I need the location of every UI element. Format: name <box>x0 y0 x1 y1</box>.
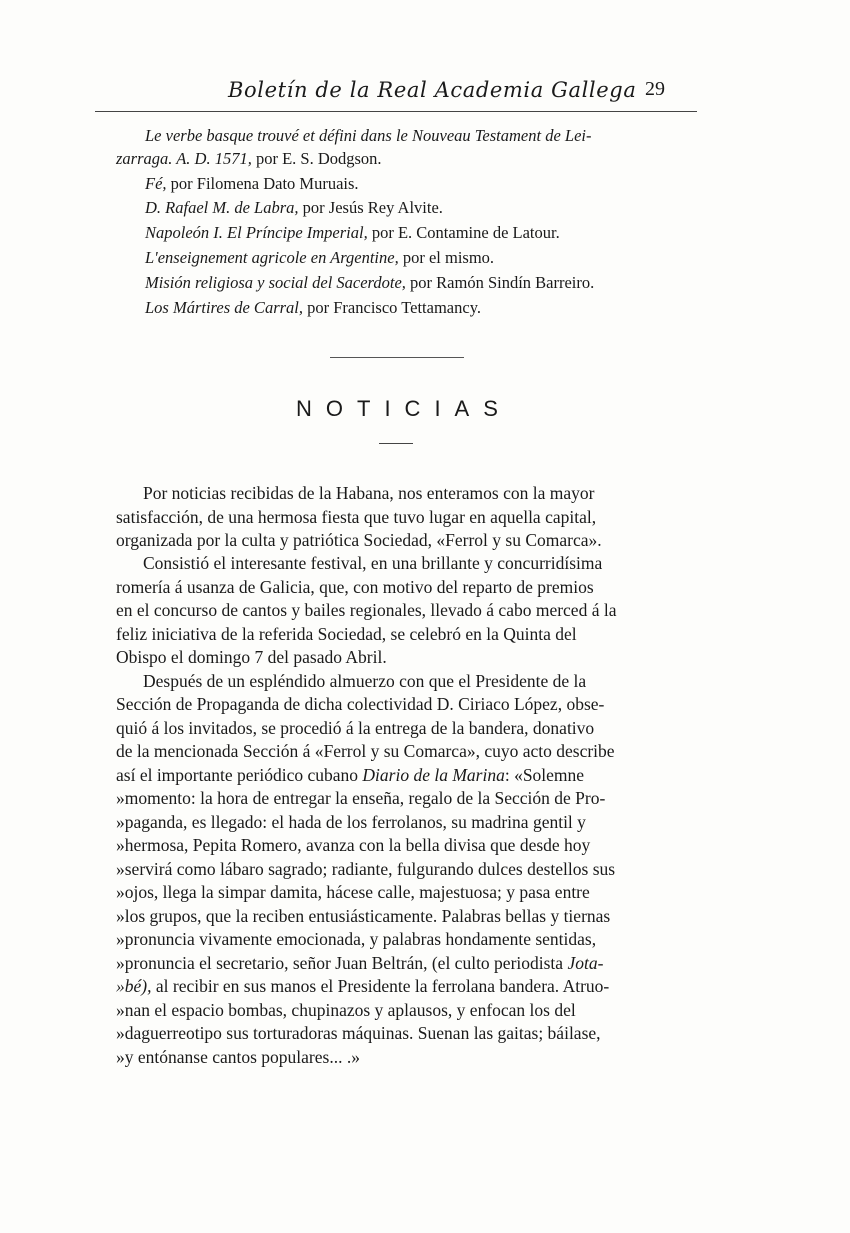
publication-entry <box>145 246 494 270</box>
publication-author: por Filomena Dato Muruais. <box>170 174 359 193</box>
publication-author: por Francisco Tettamancy. <box>307 298 481 317</box>
publication-entry <box>145 271 594 295</box>
publication-entry <box>145 124 591 148</box>
newspaper-title: Diario de la Marina <box>362 765 505 785</box>
text-run: al recibir en sus manos el Presidente la ferrolana bandera. Atruo- <box>155 976 610 996</box>
publication-title: Misión religiosa y social del Sacerdote, <box>145 273 406 292</box>
text-line: »hermosa, Pepita Romero, avanza con la bella divisa que desde hoy <box>116 835 591 855</box>
text-line: quió á los invitados, se procedió á la entrega de la bandera, donativo <box>116 718 595 738</box>
publication-author: por Jesús Rey Alvite. <box>302 198 443 217</box>
text-line: en el concurso de cantos y bailes regionales, llevado á cabo merced á la <box>116 600 617 620</box>
header-rule <box>95 111 697 112</box>
text-line: Obispo el domingo 7 del pasado Abril. <box>116 647 387 667</box>
text-line: Por noticias recibidas de la Habana, nos enteramos con la mayor <box>143 483 595 503</box>
text-line <box>116 952 603 975</box>
publication-entry-continued <box>116 147 382 171</box>
publication-entry <box>145 296 481 320</box>
publication-author: por el mismo. <box>402 248 495 267</box>
publication-author: por E. S. Dodgson. <box>255 149 382 168</box>
publication-entry <box>145 196 443 220</box>
publication-title: D. Rafael M. de Labra, <box>145 198 299 217</box>
text-run: »pronuncia el secretario, señor Juan Beltrán, (el culto periodista <box>116 953 564 973</box>
publication-author: por Ramón Sindín Barreiro. <box>410 273 595 292</box>
text-line: »momento: la hora de entregar la enseña, regalo de la Sección de Pro- <box>116 788 606 808</box>
text-line: »los grupos, que la reciben entusiásticamente. Palabras bellas y tiernas <box>116 906 611 926</box>
publication-title: L'enseignement agricole en Argentine, <box>145 248 399 267</box>
pseudonym: Jota- <box>567 953 604 973</box>
section-divider <box>330 357 464 358</box>
publication-author: por E. Contamine de Latour. <box>371 223 560 242</box>
text-line: »pronuncia vivamente emocionada, y palabras hondamente sentidas, <box>116 929 597 949</box>
page-number: 29 <box>645 78 665 100</box>
text-line: organizada por la culta y patriótica Sociedad, «Ferrol y su Comarca». <box>116 530 602 550</box>
text-run: : «Solemne <box>504 765 585 785</box>
text-line: Sección de Propaganda de dicha colectividad D. Ciriaco López, obse- <box>116 694 605 714</box>
text-run: así el importante periódico cubano <box>116 765 359 785</box>
text-line: feliz iniciativa de la referida Sociedad, se celebró en la Quinta del <box>116 624 577 644</box>
text-line: Después de un espléndido almuerzo con que el Presidente de la <box>143 671 587 691</box>
publication-entry <box>145 172 359 196</box>
journal-title: Boletín de la Real Academia Gallega <box>228 78 637 102</box>
publication-entry <box>145 221 560 245</box>
text-line: »nan el espacio bombas, chupinazos y aplausos, y enfocan los del <box>116 1000 576 1020</box>
running-header <box>0 78 850 108</box>
text-line: »paganda, es llegado: el hada de los ferrolanos, su madrina gentil y <box>116 812 586 832</box>
publication-title: Los Mártires de Carral, <box>145 298 303 317</box>
text-line <box>116 764 584 787</box>
text-line: romería á usanza de Galicia, que, con motivo del reparto de premios <box>116 577 594 597</box>
text-line: Consistió el interesante festival, en una brillante y concurridísima <box>143 553 603 573</box>
text-line: satisfacción, de una hermosa fiesta que tuvo lugar en aquella capital, <box>116 507 597 527</box>
section-heading: NOTICIAS <box>296 396 512 421</box>
publication-title: zarraga. A. D. 1571, <box>116 149 252 168</box>
text-line: »daguerreotipo sus torturadoras máquinas. Suenan las gaitas; báilase, <box>116 1023 601 1043</box>
publication-title: Napoleón I. El Príncipe Imperial, <box>145 223 368 242</box>
text-line: de la mencionada Sección á «Ferrol y su Comarca», cuyo acto describe <box>116 741 615 761</box>
text-line: »servirá como lábaro sagrado; radiante, fulgurando dulces destellos sus <box>116 859 616 879</box>
text-line: »y entónanse cantos populares... .» <box>116 1047 360 1067</box>
text-line <box>116 975 609 998</box>
publication-title: Fé, <box>145 174 167 193</box>
pseudonym: »bé), <box>116 976 152 996</box>
heading-rule <box>379 443 413 444</box>
publication-title: Le verbe basque trouvé et défini dans le Nouveau Testament de Lei- <box>145 126 592 145</box>
text-line: »ojos, llega la simpar damita, hácese calle, majestuosa; y pasa entre <box>116 882 590 902</box>
